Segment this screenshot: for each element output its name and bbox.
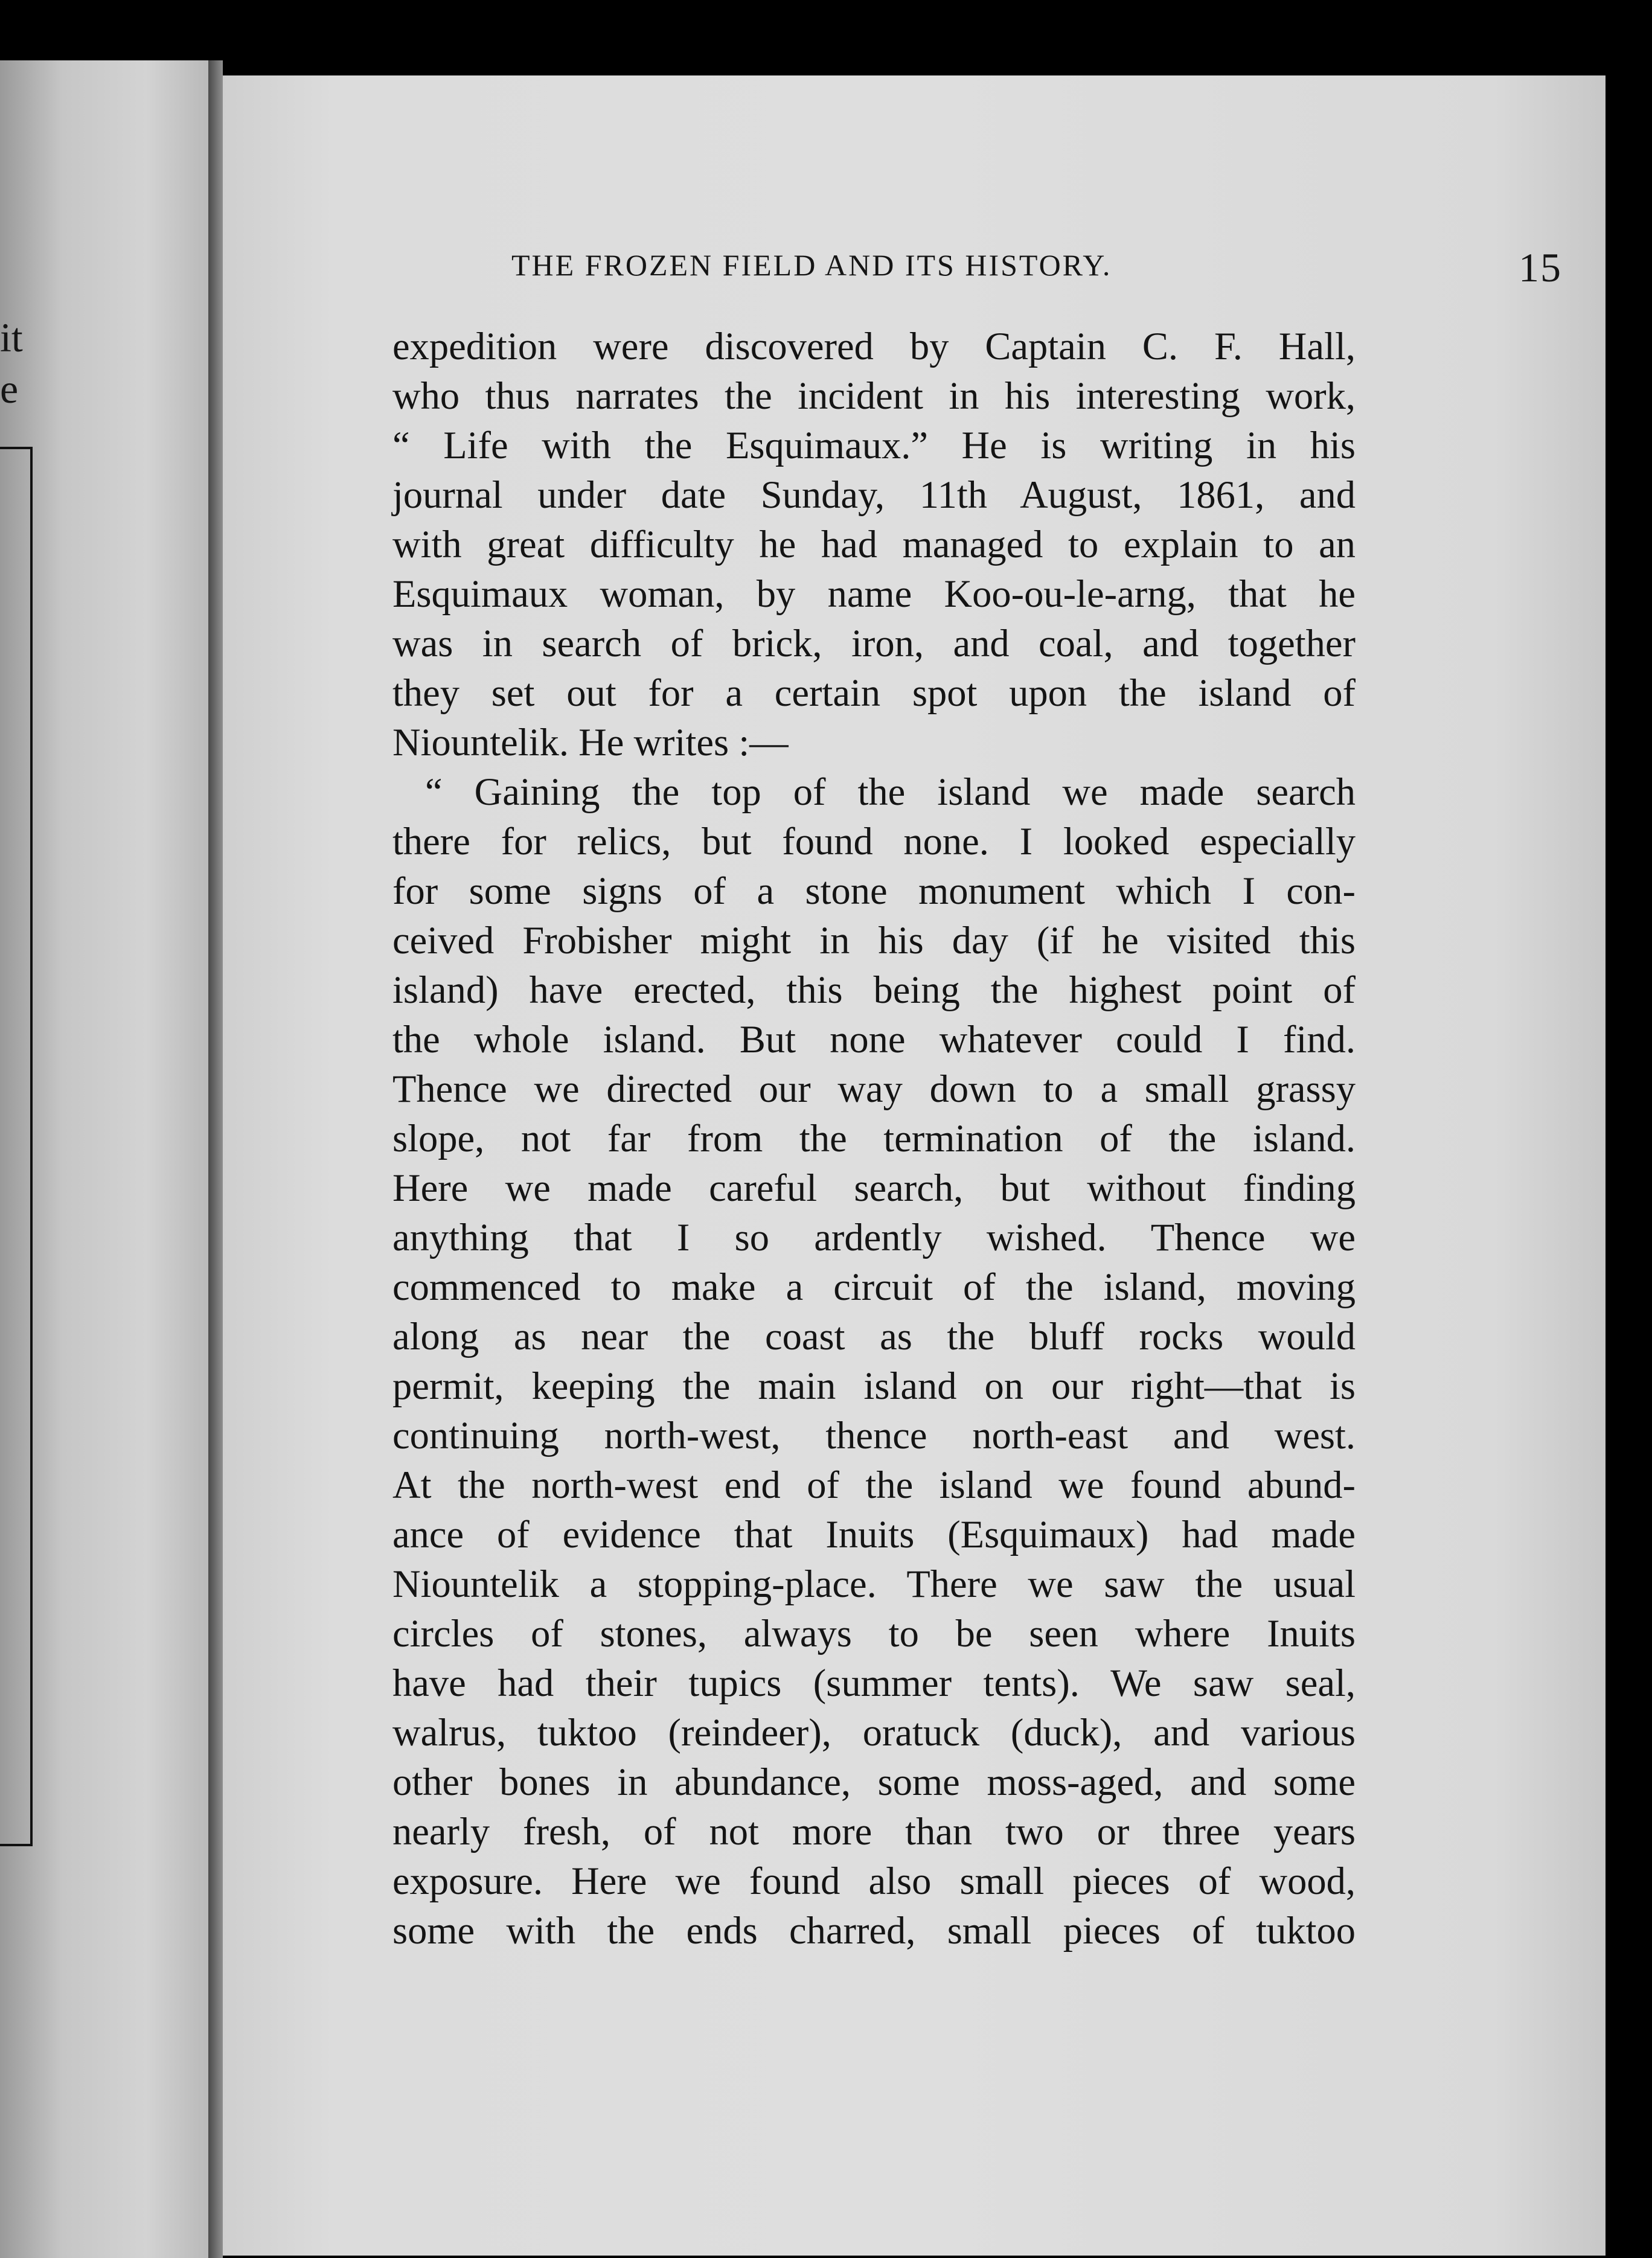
left-page-frame bbox=[0, 447, 33, 1846]
text-line: Thence we directed our way down to a small grassy bbox=[392, 1067, 1356, 1110]
text-line: along as near the coast as the bluff rocks would bbox=[392, 1315, 1356, 1358]
text-line: there for relics, but found none. I looked especially bbox=[392, 820, 1356, 863]
page bbox=[223, 75, 1606, 2256]
text-line: expedition were discovered by Captain C. F. Hall, bbox=[392, 325, 1356, 368]
book-gutter bbox=[208, 60, 223, 2258]
text-line: walrus, tuktoo (reindeer), oratuck (duck), and various bbox=[392, 1711, 1356, 1754]
text-line: ance of evidence that Inuits (Esquimaux) had made bbox=[392, 1513, 1356, 1556]
text-line: with great difficulty he had managed to explain to an bbox=[392, 523, 1356, 566]
text-line: permit, keeping the main island on our right—that is bbox=[392, 1364, 1356, 1407]
page-number: 15 bbox=[1519, 245, 1562, 290]
text-line: Niountelik a stopping-place. There we saw the usual bbox=[392, 1562, 1356, 1605]
left-page bbox=[0, 60, 208, 2258]
text-line: At the north-west end of the island we found abund- bbox=[392, 1463, 1356, 1506]
text-line: ceived Frobisher might in his day (if he visited this bbox=[392, 919, 1356, 962]
text-line: Niountelik. He writes :— bbox=[392, 721, 789, 764]
text-line: slope, not far from the termination of the island. bbox=[392, 1117, 1356, 1160]
text-line: circles of stones, always to be seen where Inuits bbox=[392, 1612, 1356, 1655]
text-line: anything that I so ardently wished. Thence we bbox=[392, 1216, 1356, 1259]
text-line: nearly fresh, of not more than two or three years bbox=[392, 1810, 1356, 1853]
text-line: they set out for a certain spot upon the island of bbox=[392, 671, 1356, 714]
text-line: other bones in abundance, some moss-aged, and some bbox=[392, 1761, 1356, 1803]
body-text bbox=[392, 322, 1356, 1956]
running-header bbox=[511, 245, 1562, 290]
left-page-fragment: e bbox=[0, 366, 19, 412]
text-line: “ Gaining the top of the island we made search bbox=[425, 770, 1356, 813]
text-line: exposure. Here we found also small pieces of wood, bbox=[392, 1860, 1356, 1902]
text-line: continuing north-west, thence north-east and west. bbox=[392, 1414, 1356, 1457]
text-line: Esquimaux woman, by name Koo-ou-le-arng, that he bbox=[392, 572, 1356, 615]
left-page-fragment: it bbox=[0, 315, 23, 360]
text-line: who thus narrates the incident in his interesting work, bbox=[392, 374, 1356, 417]
text-line: for some signs of a stone monument which I con- bbox=[392, 869, 1356, 912]
text-line: journal under date Sunday, 11th August, 1861, and bbox=[392, 473, 1356, 516]
text-line: the whole island. But none whatever could I find. bbox=[392, 1018, 1356, 1061]
text-line: have had their tupics (summer tents). We saw seal, bbox=[392, 1662, 1356, 1704]
text-line: was in search of brick, iron, and coal, and together bbox=[392, 622, 1356, 665]
text-line: island) have erected, this being the highest point of bbox=[392, 968, 1356, 1011]
running-title: THE FROZEN FIELD AND ITS HISTORY. bbox=[511, 248, 1112, 282]
text-line: commenced to make a circuit of the island, moving bbox=[392, 1265, 1356, 1308]
text-line: “ Life with the Esquimaux.” He is writing in his bbox=[392, 424, 1356, 467]
text-line: Here we made careful search, but without finding bbox=[392, 1166, 1356, 1209]
text-line: some with the ends charred, small pieces of tuktoo bbox=[392, 1909, 1356, 1952]
